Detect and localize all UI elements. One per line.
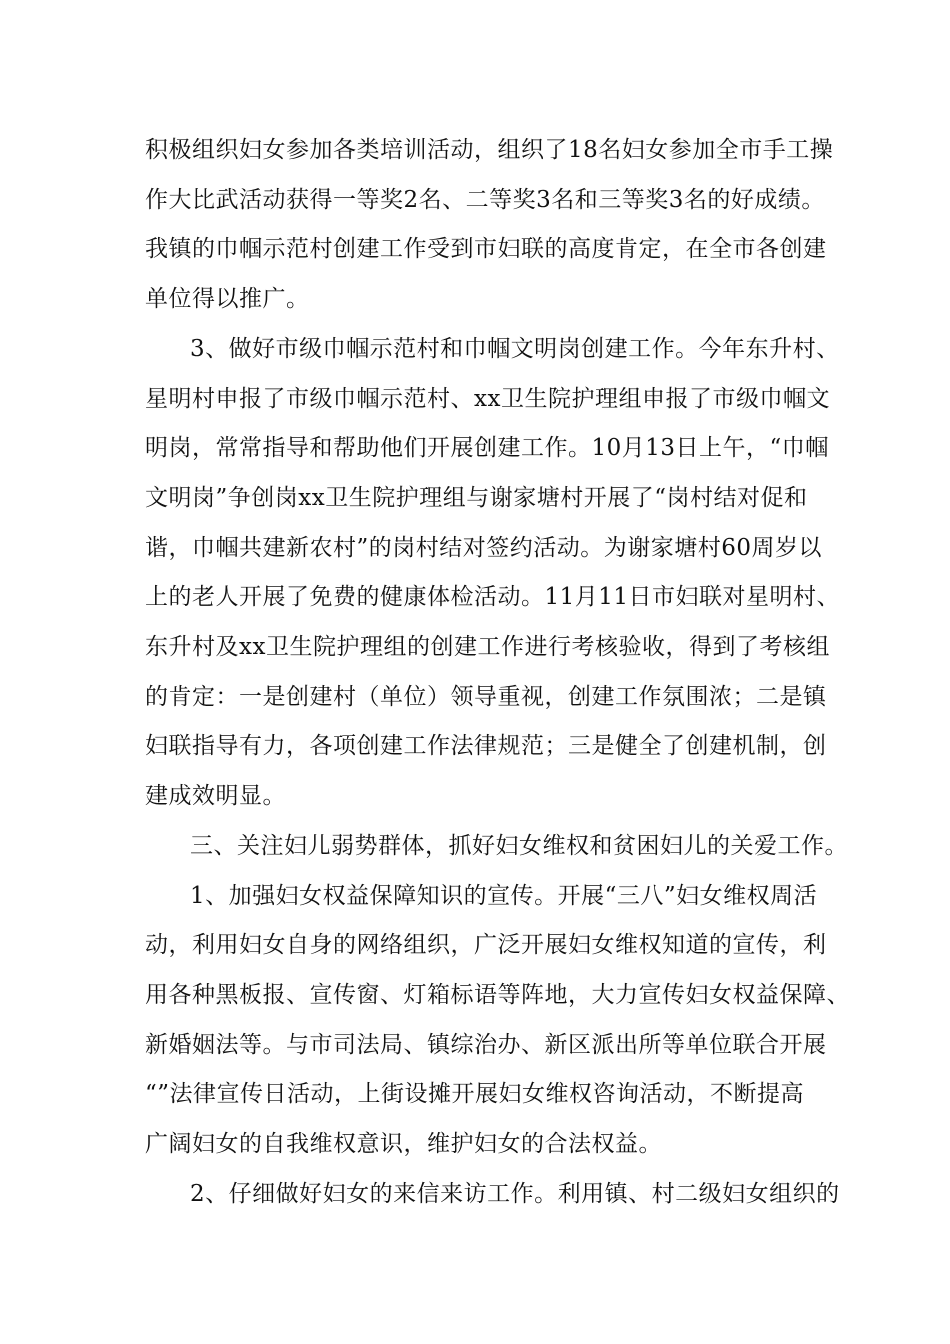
text-line: 星明村申报了市级巾帼示范村、xx卫生院护理组申报了市级巾帼文 xyxy=(145,386,830,412)
text-line: “”法律宣传日活动，上街设摊开展妇女维权咨询活动，不断提高 xyxy=(145,1081,805,1107)
text-line: 的肯定：一是创建村（单位）领导重视，创建工作氛围浓；二是镇 xyxy=(145,684,827,710)
text-line: 我镇的巾帼示范村创建工作受到市妇联的高度肯定，在全市各创建 xyxy=(145,236,827,262)
text-line: 东升村及xx卫生院护理组的创建工作进行考核验收，得到了考核组 xyxy=(145,634,830,660)
text-line: 3、做好市级巾帼示范村和巾帼文明岗创建工作。今年东升村、 xyxy=(190,336,840,362)
text-line: 动，利用妇女自身的网络组织，广泛开展妇女维权知道的宣传，利 xyxy=(145,932,827,958)
text-line: 新婚姻法等。与市司法局、镇综治办、新区派出所等单位联合开展 xyxy=(145,1032,827,1058)
text-line: 明岗，常常指导和帮助他们开展创建工作。10月13日上午，“巾帼 xyxy=(145,435,829,461)
text-line: 上的老人开展了免费的健康体检活动。11月11日市妇联对星明村、 xyxy=(145,584,841,610)
section-heading: 三、关注妇儿弱势群体，抓好妇女维权和贫困妇儿的关爱工作。 xyxy=(190,833,848,859)
text-line: 建成效明显。 xyxy=(145,783,286,809)
text-line: 妇联指导有力，各项创建工作法律规范；三是健全了创建机制，创 xyxy=(145,733,827,759)
text-line: 2、仔细做好妇女的来信来访工作。利用镇、村二级妇女组织的 xyxy=(190,1181,840,1207)
text-line: 广阔妇女的自我维权意识，维护妇女的合法权益。 xyxy=(145,1131,662,1157)
text-line: 文明岗”争创岗xx卫生院护理组与谢家塘村开展了“岗村结对促和 xyxy=(145,485,808,511)
text-line: 1、加强妇女权益保障知识的宣传。开展“三八”妇女维权周活 xyxy=(190,883,818,909)
text-line: 用各种黑板报、宣传窗、灯箱标语等阵地，大力宣传妇女权益保障、 xyxy=(145,982,850,1008)
text-line: 单位得以推广。 xyxy=(145,286,310,312)
text-line: 积极组织妇女参加各类培训活动，组织了18名妇女参加全市手工操 xyxy=(145,137,834,163)
text-line: 作大比武活动获得一等奖2名、二等奖3名和三等奖3名的好成绩。 xyxy=(145,187,825,213)
text-line: 谐，巾帼共建新农村”的岗村结对签约活动。为谢家塘村60周岁以 xyxy=(145,535,823,561)
